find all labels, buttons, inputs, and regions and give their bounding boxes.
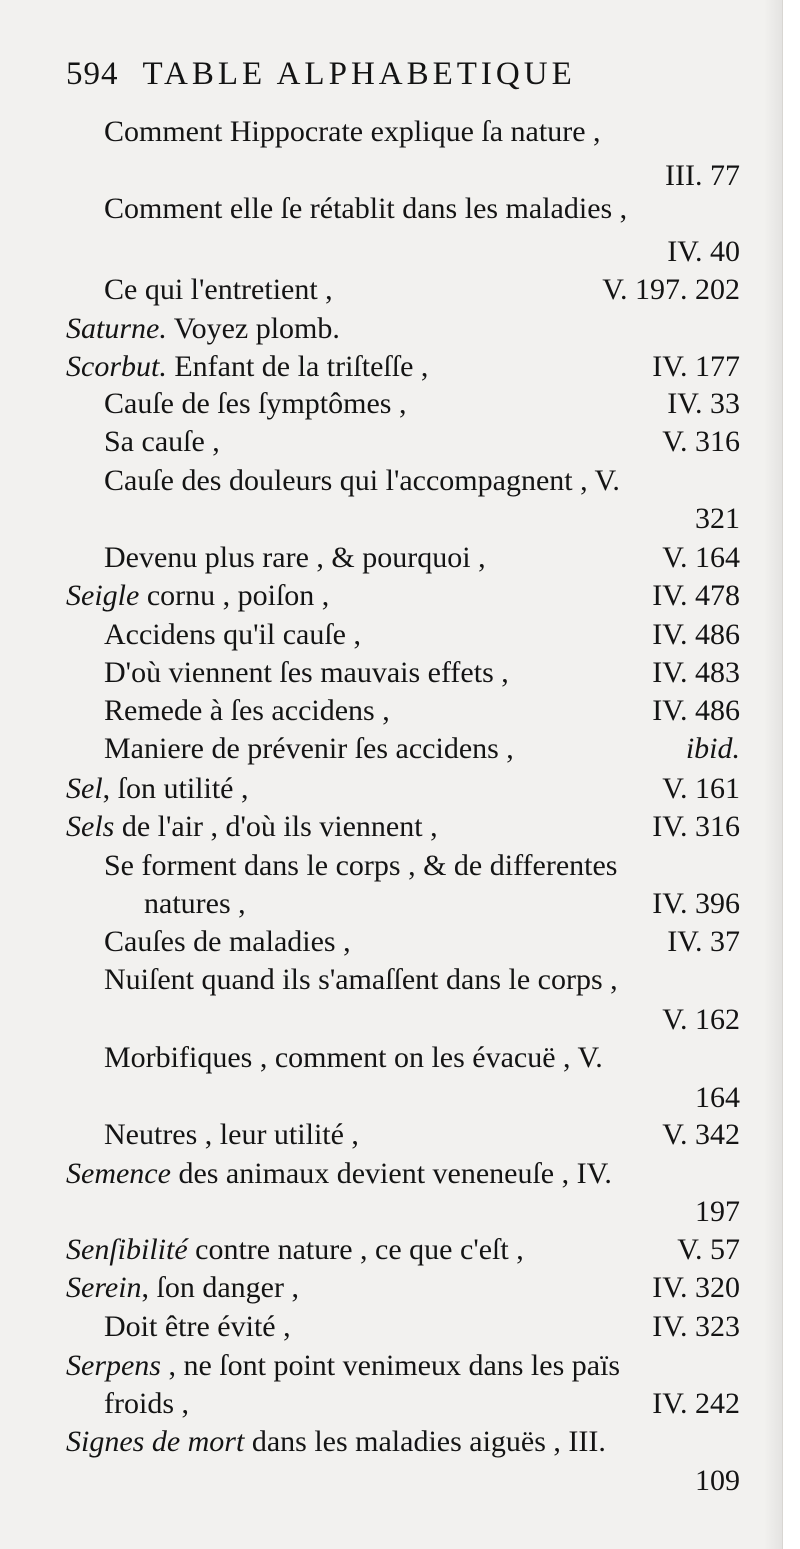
entry-body: Devenu plus rare , & pourquoi ,	[104, 541, 486, 574]
index-line	[0, 271, 782, 309]
entry-headword: Serpens	[66, 1349, 161, 1382]
entry-reference: V. 197. 202	[602, 273, 740, 306]
entry-body: Comment Hippocrate explique ſa nature ,	[104, 115, 601, 148]
entry-body: Ce qui l'entretient ,	[104, 273, 333, 306]
entry-text	[104, 961, 618, 999]
entry-body: Enfant de la triſteſſe ,	[166, 350, 429, 383]
entry-headword: Senſibilité	[66, 1233, 188, 1266]
entry-text	[144, 885, 246, 923]
entry-text	[104, 847, 617, 885]
index-line	[0, 1385, 782, 1423]
index-line	[0, 190, 782, 228]
entry-reference: V. 162	[662, 1003, 740, 1036]
entry-reference: 321	[695, 502, 740, 535]
entry-body: froids ,	[104, 1387, 189, 1420]
entry-text	[66, 770, 248, 808]
entry-headword: Saturne.	[66, 312, 167, 345]
entry-reference: IV. 396	[652, 887, 740, 920]
index-line	[0, 1269, 782, 1307]
index-line	[0, 923, 782, 961]
index-line	[0, 616, 782, 654]
index-line	[0, 462, 782, 500]
index-line	[0, 1155, 782, 1193]
entry-reference: IV. 483	[652, 656, 740, 689]
entry-body: , ſon danger ,	[141, 1271, 299, 1304]
index-line	[0, 1423, 782, 1461]
entry-text	[66, 1231, 524, 1269]
entry-reference: V. 57	[677, 1233, 740, 1266]
entry-text	[104, 113, 601, 151]
entry-text	[66, 1155, 612, 1193]
entry-reference: IV. 320	[652, 1271, 740, 1304]
entry-body: Voyez plomb.	[166, 312, 340, 345]
entry-reference: IV. 37	[667, 925, 740, 958]
entry-reference: III. 77	[665, 159, 740, 192]
index-line	[0, 885, 782, 923]
entry-body: contre nature , ce que c'eſt ,	[187, 1233, 524, 1266]
index-line	[0, 348, 782, 386]
entry-text	[104, 616, 361, 654]
entry-headword: Seigle	[66, 579, 140, 612]
entry-headword: Scorbut.	[66, 350, 167, 383]
entry-text	[66, 1269, 299, 1307]
entry-body: Doit être évité ,	[104, 1310, 291, 1343]
entry-text	[104, 1116, 359, 1154]
entry-body: Maniere de prévenir ſes accidens ,	[104, 732, 514, 765]
entry-text	[104, 190, 627, 228]
entry-body: Remede à ſes accidens ,	[104, 694, 390, 727]
entry-text	[104, 462, 620, 500]
index-line	[0, 500, 782, 538]
entry-reference: ibid.	[685, 732, 740, 765]
entry-reference: V. 161	[662, 772, 740, 805]
entry-reference: IV. 33	[667, 387, 740, 420]
entry-text	[104, 539, 486, 577]
index-line	[0, 113, 782, 151]
entry-body: natures ,	[144, 887, 246, 920]
entry-body: Morbifiques , comment on les évacuë , V.	[104, 1041, 603, 1074]
index-line	[0, 961, 782, 999]
index-line	[0, 1001, 782, 1039]
entry-body: des animaux devient veneneuſe , IV.	[170, 1157, 612, 1190]
entry-body: Cauſe de ſes ſymptômes ,	[104, 387, 407, 420]
entry-body: Sa cauſe ,	[104, 425, 220, 458]
entry-headword: Sels	[66, 810, 115, 843]
entry-body: dans les maladies aiguës , III.	[244, 1425, 606, 1458]
entry-reference: 197	[695, 1195, 740, 1228]
page-number: 594	[66, 56, 119, 92]
entry-headword: Semence	[66, 1157, 171, 1190]
entry-reference: IV. 486	[652, 618, 740, 651]
index-line	[0, 1079, 782, 1117]
entry-text	[66, 808, 438, 846]
entry-text	[104, 385, 406, 423]
entry-text	[66, 1347, 620, 1385]
entry-text	[66, 310, 340, 348]
entry-body: Accidens qu'il cauſe ,	[104, 618, 361, 651]
index-line	[0, 847, 782, 885]
index-line	[0, 1462, 782, 1500]
entry-text	[104, 423, 220, 461]
entry-body: cornu , poiſon ,	[139, 579, 330, 612]
entry-body: Cauſe des douleurs qui l'accompagnent , V.	[104, 464, 620, 497]
entry-headword: Sel	[66, 772, 103, 805]
index-line	[0, 1347, 782, 1385]
entry-body: , ne ſont point venimeux dans les païs	[160, 1349, 621, 1382]
entry-text	[104, 1385, 189, 1423]
entry-reference: IV. 242	[652, 1387, 740, 1420]
entry-body: D'où viennent ſes mauvais effets ,	[104, 656, 509, 689]
entry-reference: IV. 323	[652, 1310, 740, 1343]
entry-text	[104, 654, 509, 692]
entry-reference: 164	[695, 1081, 740, 1114]
entry-reference: V. 164	[662, 541, 740, 574]
entry-reference: IV. 478	[652, 579, 740, 612]
entry-headword: Serein	[66, 1271, 142, 1304]
entry-text	[104, 1039, 603, 1077]
index-line	[0, 423, 782, 461]
index-line	[0, 770, 782, 808]
entry-body: , ſon utilité ,	[102, 772, 249, 805]
index-line	[0, 692, 782, 730]
entry-body: de l'air , d'où ils viennent ,	[114, 810, 438, 843]
entry-text	[66, 348, 428, 386]
index-line	[0, 1193, 782, 1231]
entry-body: Neutres , leur utilité ,	[104, 1118, 359, 1151]
entry-body: Comment elle ſe rétablit dans les maladies ,	[104, 192, 628, 225]
index-line	[0, 730, 782, 768]
index-line	[0, 1116, 782, 1154]
entry-text	[104, 692, 390, 730]
entry-text	[104, 271, 333, 309]
index-line	[0, 1039, 782, 1077]
entry-reference: IV. 40	[667, 235, 740, 268]
index-line	[0, 808, 782, 846]
entry-reference: IV. 486	[652, 694, 740, 727]
index-line	[0, 577, 782, 615]
index-line	[0, 539, 782, 577]
entry-text	[104, 730, 514, 768]
index-line	[0, 310, 782, 348]
entry-text	[66, 1423, 606, 1461]
entry-body: Cauſes de maladies ,	[104, 925, 351, 958]
entry-text	[104, 1308, 291, 1346]
entry-reference: V. 316	[662, 425, 740, 458]
entry-reference: V. 342	[662, 1118, 740, 1151]
running-header	[66, 56, 746, 102]
index-line	[0, 233, 782, 271]
entry-reference: 109	[695, 1464, 740, 1497]
entry-text	[104, 923, 351, 961]
entry-text	[66, 577, 329, 615]
entry-reference: IV. 177	[652, 350, 740, 383]
entry-body: Se forment dans le corps , & de differentes	[104, 849, 618, 882]
index-line	[0, 1231, 782, 1269]
entry-body: Nuiſent quand ils s'amaſſent dans le corps ,	[104, 963, 618, 996]
entry-headword: Signes de mort	[66, 1425, 245, 1458]
index-line	[0, 1308, 782, 1346]
index-line	[0, 385, 782, 423]
page-title: TABLE ALPHABETIQUE	[142, 56, 576, 92]
index-line	[0, 654, 782, 692]
entry-reference: IV. 316	[652, 810, 740, 843]
